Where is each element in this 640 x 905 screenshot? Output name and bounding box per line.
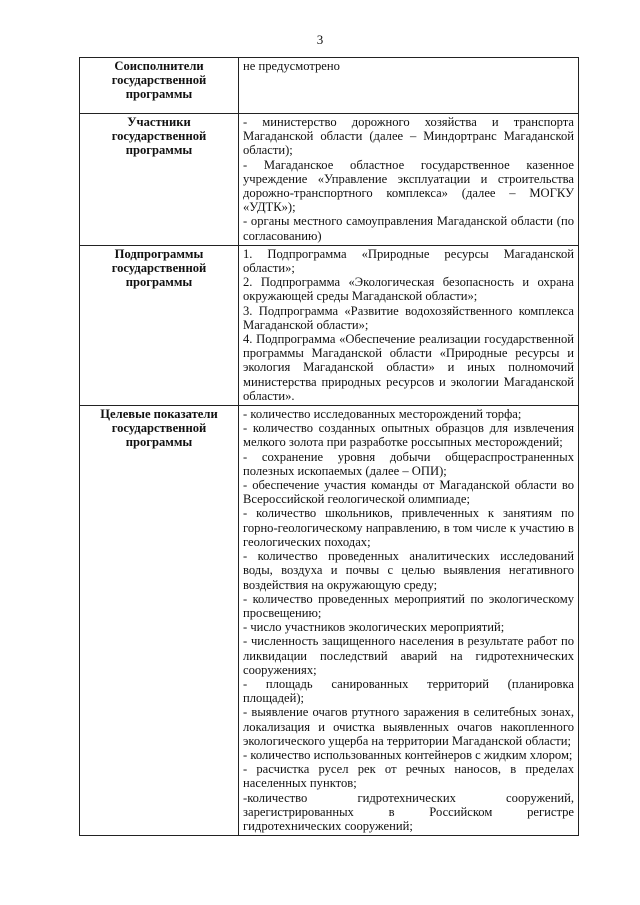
value-line: - сохранение уровня добычи общераспространенных полезных ископаемых (далее – ОПИ); [243,449,574,478]
value-line: - численность защищенного населения в результате работ по ликвидации последствий аварий на гидротехнических сооружениях; [243,634,574,677]
value-line: - Магаданское областное государственное казенное учреждение «Управление эксплуатации и строительства дорожно-транспортного комплекса» (далее – МОГКУ «УДТК»); [243,157,574,215]
value-line: - площадь санированных территорий (планировка площадей); [243,676,574,706]
value-line: - выявление очагов ртутного заражения в селитебных зонах, локализация и очистка выявленных очагов накопленного экологического ущерба на территории Магаданской области; [243,705,574,748]
row-label-co-executors: Соисполнители государственной программы [80,58,239,114]
value-line: - количество проведенных аналитических исследований воды, воздуха и почвы с целью выявления негативного воздействия на окружающую среду; [243,549,574,592]
value-line: - количество школьников, привлеченных к занятиям по горно-геологическому направлению, в том числе к участию в геологических походах; [243,506,574,549]
row-value-subprograms [239,245,579,405]
row-label-target-indicators: Целевые показатели государственной программы [80,406,239,836]
value-line: 4. Подпрограмма «Обеспечение реализации государственной программы Магаданской области «Природные ресурсы и экология Магаданской области» и иных полномочий министерства природных ресурсов и экологии Магаданской области». [243,332,574,403]
value-line: - число участников экологических мероприятий; [243,620,505,635]
row-value-target-indicators [239,406,579,836]
value-line: - количество проведенных мероприятий по экологическому просвещению; [243,591,574,620]
table-row [80,406,579,836]
value-line: - министерство дорожного хозяйства и транспорта Магаданской области (далее – Миндортранс Магаданской области); [243,115,574,158]
row-label-participants: Участники государственной программы [80,114,239,246]
value-line: - количество исследованных месторождений торфа; [243,407,522,422]
table-row [80,58,579,114]
row-value-co-executors [239,58,579,114]
value-line: - обеспечение участия команды от Магаданской области во Всероссийской геологической олимпиаде; [243,478,574,507]
table-row [80,245,579,405]
value-line: 3. Подпрограмма «Развитие водохозяйственного комплекса Магаданской области»; [243,303,574,332]
row-label-subprograms: Подпрограммы государственной программы [80,245,239,405]
value-line: 1. Подпрограмма «Природные ресурсы Магаданской области»; [243,246,574,276]
value-line: не предусмотрено [243,59,340,73]
table-row [80,114,579,246]
value-line: - количество использованных контейнеров с жидким хлором; [243,747,573,762]
program-passport-table [79,57,579,836]
row-value-participants [239,114,579,246]
value-line: - расчистка русел рек от речных наносов, в пределах населенных пунктов; [243,762,574,791]
value-line: - количество созданных опытных образцов для извлечения мелкого золота при разработке россыпных месторождений; [243,421,574,450]
value-line: -количество гидротехнических сооружений, зарегистрированных в Российском регистре гидротехнических сооружений; [243,790,574,833]
value-line: - органы местного самоуправления Магаданской области (по согласованию) [243,214,574,243]
value-line: 2. Подпрограмма «Экологическая безопасность и охрана окружающей среды Магаданской области»; [243,275,574,304]
page-number: 3 [316,32,324,47]
